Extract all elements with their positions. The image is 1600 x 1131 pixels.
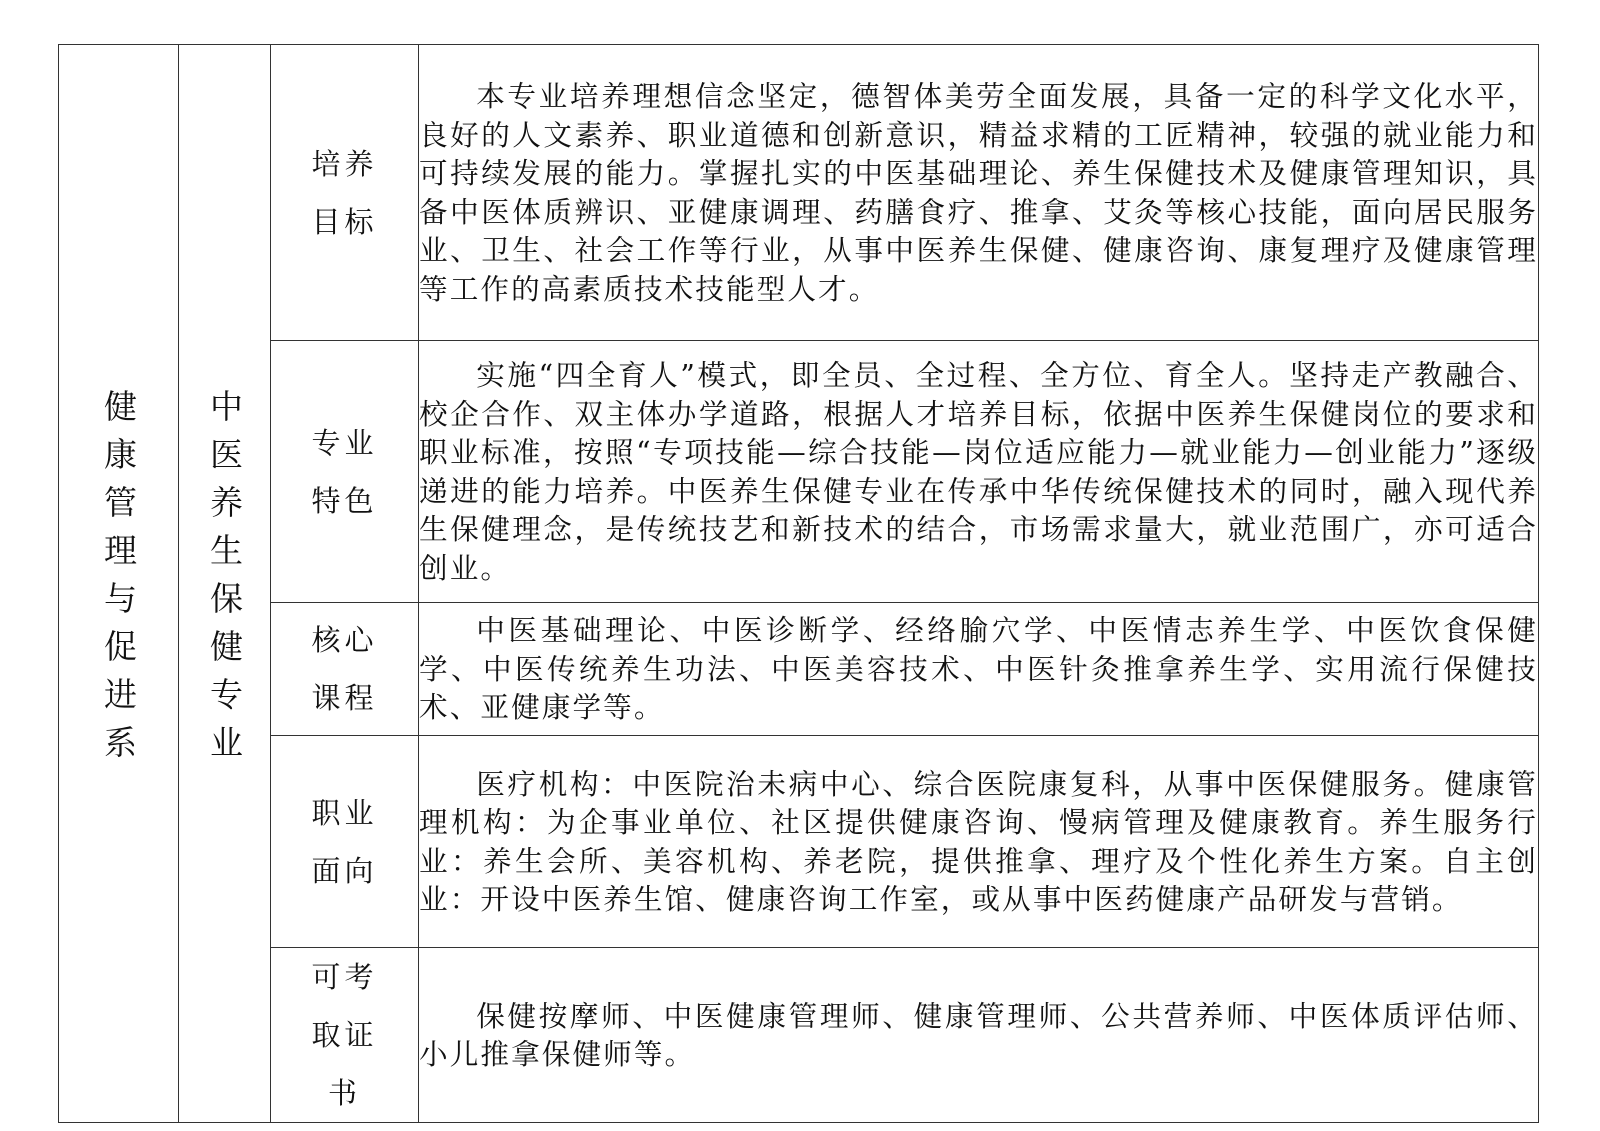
row-label-cell [271, 45, 419, 341]
row-content-cell [419, 603, 1539, 736]
row-content-cell [419, 948, 1539, 1123]
major-cell [179, 45, 271, 1123]
row-label-cell [271, 603, 419, 736]
row-content-training-goal: 本专业培养理想信念坚定，德智体美劳全面发展，具备一定的科学文化水平，良好的人文素养、职业道德和创新意识，精益求精的工匠精神，较强的就业能力和可持续发展的能力。掌握扎实的中医基础理论、养生保健技术及健康管理知识，具备中医体质辨识、亚健康调理、药膳食疗、推拿、艾灸等核心技能，面向居民服务业、卫生、社会工作等行业，从事中医养生保健、健康咨询、康复理疗及健康管理等工作的高素质技术技能型人才。 [419, 79, 1538, 306]
row-content-cell [419, 736, 1539, 948]
major-info-table [58, 44, 1539, 1123]
table-row-certificates [59, 948, 1539, 1123]
table-row-career [59, 736, 1539, 948]
row-content-features: 实施“四全育人”模式，即全员、全过程、全方位、育全人。坚持走产教融合、校企合作、双主体办学道路，根据人才培养目标，依据中医养生保健岗位的要求和职业标准，按照“专项技能—综合技能—岗位适应能力—就业能力—创业能力”逐级递进的能力培养。中医养生保健专业在传承中华传统保健技术的同时，融入现代养生保健理念，是传统技艺和新技术的结合，市场需求量大，就业范围广，亦可适合创业。 [419, 358, 1538, 585]
row-label-cell [271, 736, 419, 948]
table-row-core-courses [59, 603, 1539, 736]
row-content-core-courses: 中医基础理论、中医诊断学、经络腧穴学、中医情志养生学、中医饮食保健学、中医传统养生功法、中医美容技术、中医针灸推拿养生学、实用流行保健技术、亚健康学等。 [419, 613, 1538, 725]
table-row-features [59, 341, 1539, 603]
row-label-core-courses: 核心课程 [311, 623, 378, 715]
row-label-cell [271, 948, 419, 1123]
department-name: 健康管理与促进系 [99, 389, 138, 773]
major-name: 中医养生保健专业 [205, 389, 244, 773]
row-label-certificates: 可考取证书 [311, 960, 378, 1110]
department-cell [59, 45, 179, 1123]
row-content-cell [419, 341, 1539, 603]
row-label-career: 职业面向 [311, 795, 378, 888]
table-row-training-goal [59, 45, 1539, 341]
row-label-features: 专业特色 [311, 425, 378, 518]
row-label-cell [271, 341, 419, 603]
row-content-certificates: 保健按摩师、中医健康管理师、健康管理师、公共营养师、中医体质评估师、小儿推拿保健师等。 [419, 998, 1538, 1071]
row-content-career: 医疗机构：中医院治未病中心、综合医院康复科，从事中医保健服务。健康管理机构：为企事业单位、社区提供健康咨询、慢病管理及健康教育。养生服务行业：养生会所、美容机构、养老院，提供推拿、理疗及个性化养生方案。自主创业：开设中医养生馆、健康咨询工作室，或从事中医药健康产品研发与营销。 [419, 766, 1538, 916]
row-content-cell [419, 45, 1539, 341]
row-label-training-goal: 培养目标 [311, 146, 378, 239]
